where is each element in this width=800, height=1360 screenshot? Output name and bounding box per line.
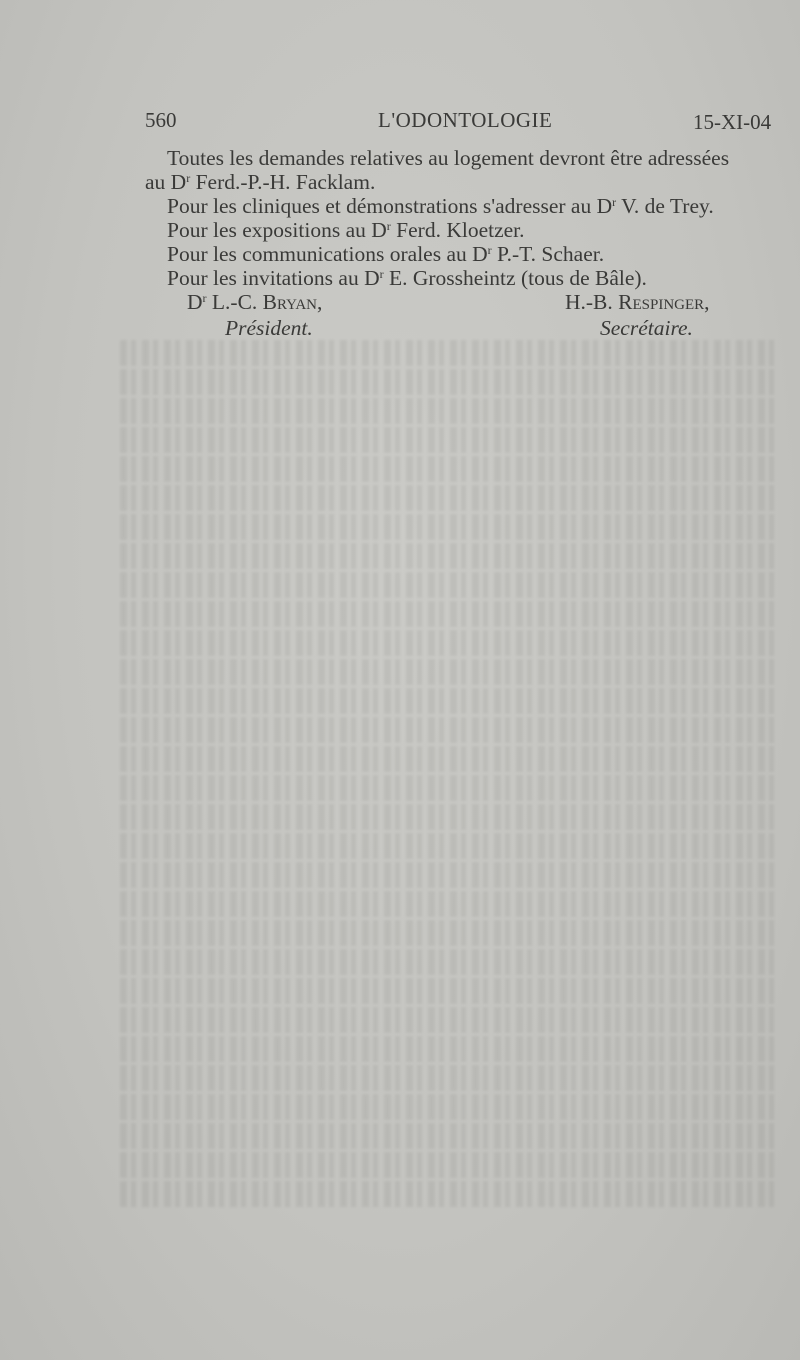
body-text [145,146,785,290]
president-name: $D^r$ L.-C. Bryan, [187,290,323,314]
running-title: L'ODONTOLOGIE [378,108,553,132]
text-line: au $D^r$ Ferd.-P.-H. Facklam. [145,170,376,194]
running-header [145,108,785,138]
show-through-texture [120,340,780,1240]
president-title: Président. [225,316,313,340]
secretary-name: H.-B. Respinger, [565,290,710,314]
text-line: Pour les communications orales au $D^r$ P.-T. Schaer. [167,242,605,266]
secretary-title: Secrétaire. [600,316,693,340]
issue-date: 15-XI-04 [693,110,772,134]
text-line: Pour les cliniques et démonstrations s'adresser au $D^r$ V. de Trey. [167,194,714,218]
text-line: Pour les invitations au $D^r$ E. Grossheintz (tous de Bâle). [167,266,647,290]
page-number: 560 [145,108,177,132]
text-line: Toutes les demandes relatives au logement devront être adressées [167,146,730,170]
text-line: Pour les expositions au $D^r$ Ferd. Kloetzer. [167,218,525,242]
